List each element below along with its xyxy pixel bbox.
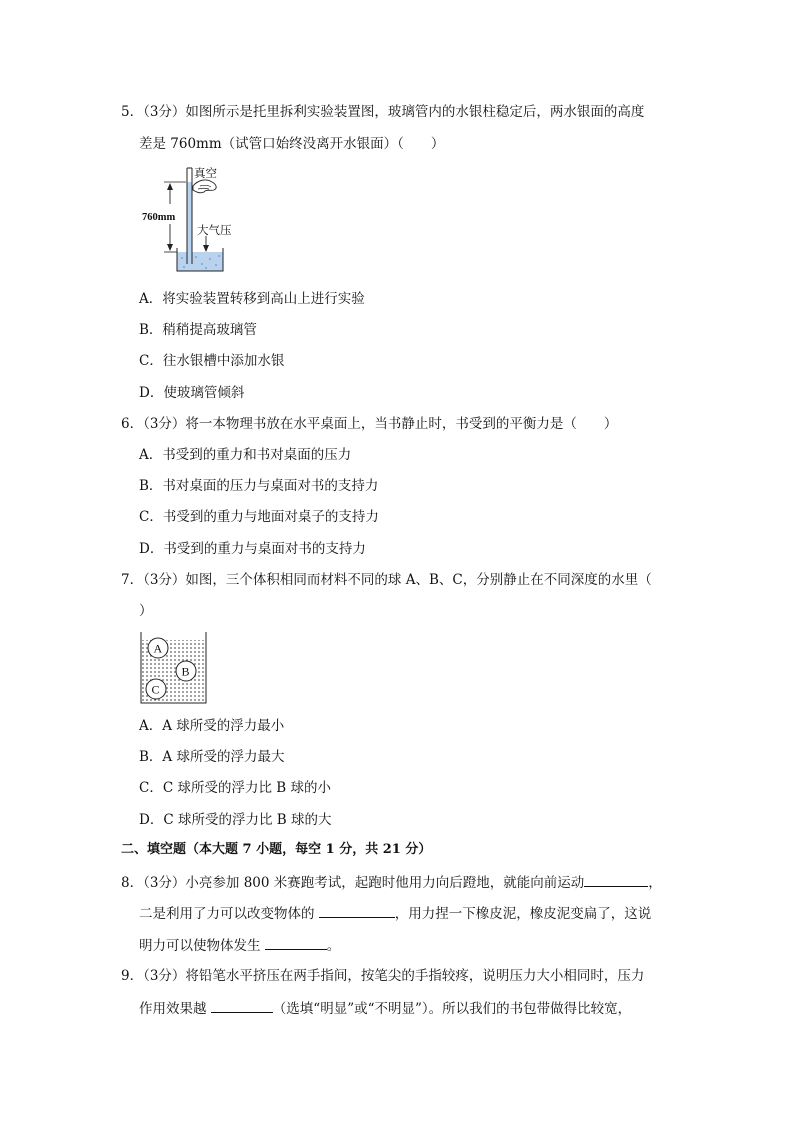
torricelli-figure: [140, 164, 240, 276]
q5-stem-line1: 5．（3分）如图所示是托里拆利实验装置图，玻璃管内的水银柱稳定后，两水银面的高度: [121, 104, 645, 120]
ball-c-label: C: [151, 682, 160, 697]
q7-option-b[interactable]: B．A 球所受的浮力最大: [139, 749, 285, 765]
q9-line2: [139, 998, 631, 1019]
label-760mm: 760mm: [142, 212, 176, 223]
q9-line1: 9．（3分）将铅笔水平挤压在两手指间，按笔尖的手指较疼，说明压力大小相同时，压力: [121, 968, 645, 984]
label-atmospheric-pressure: 大气压: [197, 225, 232, 237]
q5-option-c[interactable]: C．往水银槽中添加水银: [139, 353, 285, 369]
hand-icon: [193, 180, 216, 193]
q5-stem-line2: 差是 760mm（试管口始终没离开水银面）（ ）: [139, 136, 445, 152]
q7-option-c[interactable]: C．C 球所受的浮力比 B 球的小: [139, 780, 331, 796]
q6-option-b[interactable]: B．书对桌面的压力与桌面对书的支持力: [139, 478, 379, 494]
mercury-fill: [177, 252, 223, 271]
q8-line1: [121, 872, 662, 893]
q8-line3-end: 。: [326, 938, 341, 954]
q8-line1-text: 8．（3分）小亮参加 800 米赛跑考试，起跑时他用力向后蹬地，就能向前运动: [121, 875, 585, 891]
q8-blank-3[interactable]: [265, 935, 327, 950]
q6-option-c[interactable]: C．书受到的重力与地面对桌子的支持力: [139, 509, 379, 525]
q5-option-a[interactable]: A．将实验装置转移到高山上进行实验: [139, 291, 365, 307]
q6-option-d[interactable]: D．书受到的重力与桌面对书的支持力: [139, 541, 366, 557]
q8-line3: [139, 935, 340, 956]
q7-stem-line1: 7．（3分）如图，三个体积相同而材料不同的球 A、B、C，分别静止在不同深度的水里（: [121, 572, 652, 588]
q9-blank-1[interactable]: [211, 998, 273, 1013]
q5-option-d[interactable]: D．使玻璃管倾斜: [139, 385, 245, 401]
q7-option-d[interactable]: D．C 球所受的浮力比 B 球的大: [139, 812, 332, 828]
q8-blank-2[interactable]: [319, 903, 395, 918]
q8-line2-text: 二是利用了力可以改变物体的: [139, 906, 319, 922]
q8-line2: [139, 903, 651, 924]
q8-line3-text: 明力可以使物体发生: [139, 938, 265, 954]
q8-blank-1[interactable]: [584, 872, 648, 887]
q6-option-a[interactable]: A．书受到的重力和书对桌面的压力: [139, 447, 352, 463]
q7-stem-line2: ）: [139, 603, 153, 619]
mercury-column: [188, 182, 192, 264]
q8-line2-end: ，用力捏一下橡皮泥，橡皮泥变扁了，这说: [394, 906, 652, 922]
q9-line2-end: （选填“明显”或“不明显”）。所以我们的书包带做得比较宽，: [272, 1001, 632, 1017]
ball-a-label: A: [153, 641, 163, 656]
ball-b-label: B: [181, 664, 190, 679]
q7-option-a[interactable]: A．A 球所受的浮力最小: [139, 718, 285, 734]
q5-option-b[interactable]: B．稍稍提高玻璃管: [139, 322, 257, 338]
balls-in-water-figure: [138, 630, 210, 708]
q8-line1-end: ，: [648, 875, 662, 891]
label-vacuum: 真空: [194, 168, 217, 180]
section-2-title: 二、填空题（本大题 7 小题，每空 1 分，共 21 分）: [121, 842, 432, 857]
q6-stem: 6．（3分）将一本物理书放在水平桌面上，当书静止时，书受到的平衡力是（ ）: [121, 416, 618, 432]
q9-line2-text: 作用效果越: [139, 1001, 211, 1017]
